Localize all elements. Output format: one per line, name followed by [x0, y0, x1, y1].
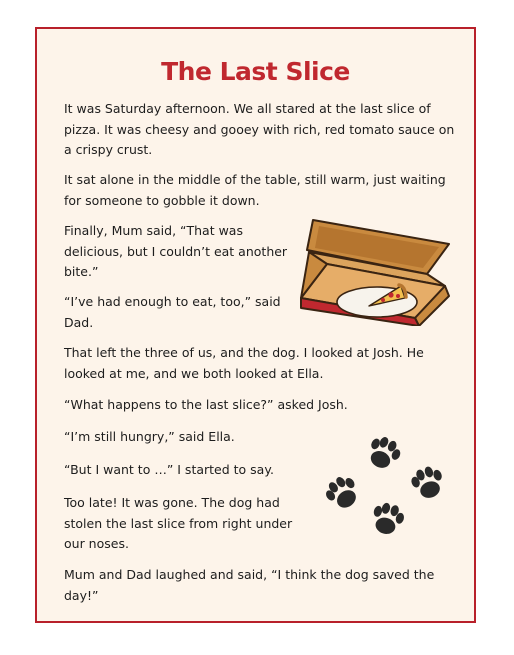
paragraph-2: It sat alone in the middle of the table, still warm, just waiting for someone to gobble it down. — [64, 172, 446, 208]
paw-prints-icon — [323, 432, 449, 542]
story-title: The Last Slice — [161, 57, 350, 86]
paragraph-10: Mum and Dad laughed and said, “I think the dog saved the day!” — [64, 567, 435, 603]
paragraph-6: “What happens to the last slice?” asked Josh. — [64, 397, 348, 412]
paragraph-4: “I’ve had enough to eat, too,” said Dad. — [64, 294, 281, 330]
paragraph-7: “I’m still hungry,” said Ella. — [64, 429, 235, 444]
paragraph-5: That left the three of us, and the dog. I looked at Josh. He looked at me, and we both looked at Ella. — [64, 345, 424, 381]
pizza-box-icon — [299, 216, 451, 326]
paragraph-1: It was Saturday afternoon. We all stared at the last slice of pizza. It was cheesy and gooey with rich, red tomato sauce on a crispy crust. — [64, 101, 455, 157]
story-page — [35, 27, 476, 623]
paragraph-3: Finally, Mum said, “That was delicious, but I couldn’t eat another bite.” — [64, 223, 288, 279]
paragraph-9: Too late! It was gone. The dog had stolen the last slice from right under our noses. — [64, 495, 293, 551]
paragraph-8: “But I want to …” I started to say. — [64, 462, 274, 477]
